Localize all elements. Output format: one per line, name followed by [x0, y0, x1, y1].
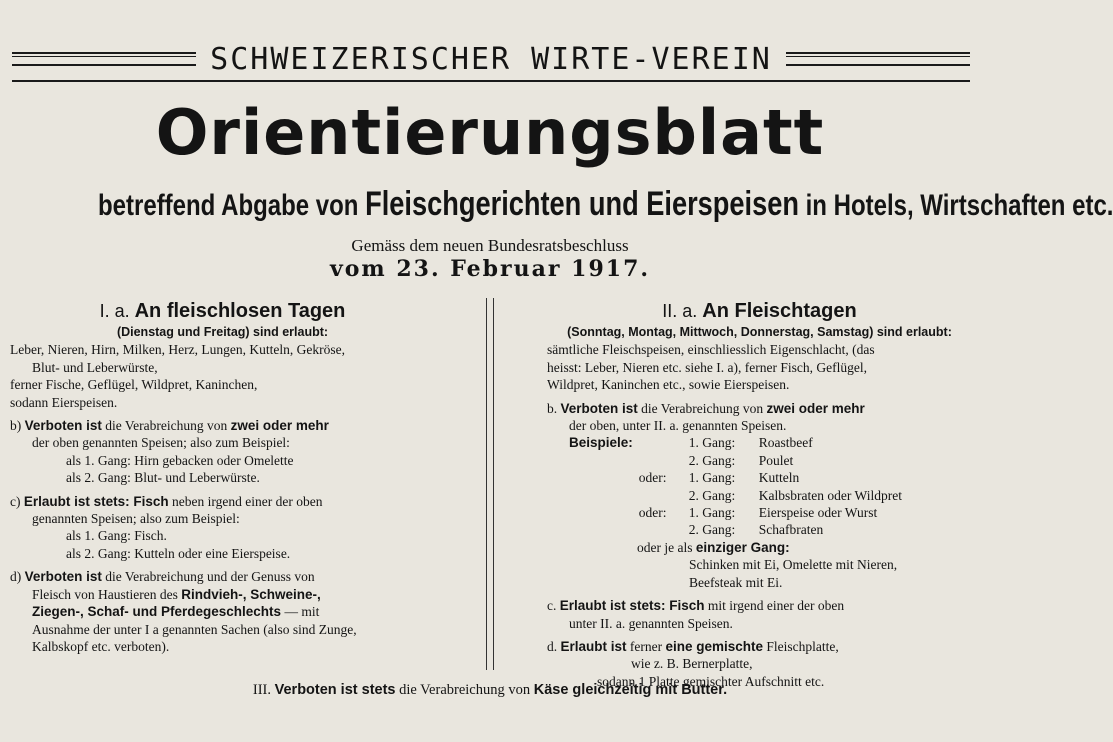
example-prefix: oder: — [638, 505, 667, 521]
example-dish: Kutteln — [758, 470, 800, 486]
item-c — [547, 597, 972, 632]
allowed-line: heisst: Leber, Nieren etc. siehe I. a), ferner Fisch, Geflügel, — [547, 359, 867, 375]
item-b — [547, 400, 972, 591]
item-line: Ausnahme der unter I a genannten Sachen (also sind Zunge, — [32, 621, 357, 637]
example-course: 2. Gang: — [688, 487, 736, 503]
item-bold: Ziegen-, Schaf- und Pferdegeschlechts — [32, 604, 282, 620]
item-d — [10, 568, 435, 655]
example-dish: Eierspeise oder Wurst — [758, 505, 878, 521]
footer-bold: Käse gleichzeitig mit Butter. — [533, 682, 728, 698]
header-rule-right — [786, 52, 970, 66]
item-line: genannten Speisen; also zum Beispiel: — [32, 511, 240, 527]
item-line — [547, 597, 972, 614]
item-line: Kalbskopf etc. verboten). — [32, 638, 170, 654]
decree-line: Gemäss dem neuen Bundesratsbeschluss — [351, 236, 629, 255]
subtitle-part-3: in Hotels, Wirtschaften etc. — [798, 189, 1113, 222]
example-course: 2. Gang: — [688, 522, 736, 538]
item-text: mit irgend einer der oben — [704, 598, 845, 614]
example-dish: Kalbsbraten oder Wildpret — [758, 487, 902, 503]
example-course: 1. Gang: — [688, 435, 736, 451]
item-label: c) — [10, 493, 21, 509]
subtitle — [98, 184, 1113, 226]
examples-table — [547, 434, 972, 538]
example-prefix — [639, 521, 683, 538]
item-text: Fleischplatte, — [763, 638, 839, 654]
item-text: die Verabreichung von — [637, 400, 767, 416]
item-text: — mit — [281, 604, 320, 620]
item-label: c. — [547, 598, 557, 614]
section-meatless-days — [10, 298, 435, 655]
example-dish: Poulet — [758, 452, 794, 468]
examples-label: Beispiele: — [569, 435, 633, 451]
item-b — [10, 417, 435, 487]
section-subtitle: (Dienstag und Freitag) sind erlaubt: — [116, 325, 329, 339]
example-line: als 2. Gang: Kutteln oder eine Eierspeise. — [66, 545, 291, 561]
allowed-line: sodann Eierspeisen. — [10, 394, 118, 410]
example-line: als 1. Gang: Hirn gebacken oder Omelette — [66, 452, 294, 468]
item-bold: Verboten ist — [24, 418, 102, 434]
allowed-line: Wildpret, Kaninchen etc., sowie Eierspeisen. — [547, 377, 790, 393]
item-bold: einziger Gang: — [695, 539, 790, 555]
item-bold: Verboten ist — [560, 400, 638, 416]
allowed-line: sämtliche Fleischspeisen, einschliesslich Eigenschlacht, (das — [547, 342, 875, 358]
section-heading — [547, 298, 972, 324]
example-dish: Roastbeef — [758, 435, 813, 451]
example-dish: Schafbraten — [758, 522, 824, 538]
page-title: Orientierungsblatt — [155, 96, 825, 169]
item-bold: eine gemischte — [665, 638, 764, 654]
spacer — [569, 504, 633, 521]
item-line: wie z. B. Bernerplatte, — [631, 656, 753, 672]
footer-text: die Verabreichung von — [395, 682, 534, 698]
allowed-line: Leber, Nieren, Hirn, Milken, Herz, Lungen, Kutteln, Gekröse, — [10, 342, 345, 358]
spacer — [569, 487, 633, 504]
example-prefix — [639, 452, 683, 469]
section-heading — [10, 298, 435, 324]
association-name: SCHWEIZERISCHER WIRTE-VEREIN — [210, 41, 772, 77]
item-bold: zwei oder mehr — [766, 400, 865, 416]
item-line — [10, 417, 435, 434]
item-bold: Verboten ist — [24, 569, 102, 585]
example-course: 2. Gang: — [688, 452, 736, 468]
item-line — [10, 568, 435, 585]
association-header — [12, 38, 970, 80]
item-bold: Erlaubt ist stets: Fisch — [23, 493, 169, 509]
footer-number: III. — [252, 682, 271, 698]
section-number: I. a. — [99, 301, 130, 321]
footer-rule — [0, 682, 980, 699]
item-line — [547, 400, 972, 417]
example-prefix: oder: — [638, 470, 667, 486]
header-rule-left — [12, 52, 196, 66]
item-line — [547, 638, 972, 655]
item-line — [10, 493, 435, 510]
item-line: unter II. a. genannten Speisen. — [569, 615, 733, 631]
item-label: b. — [547, 400, 558, 416]
example-prefix — [639, 434, 683, 451]
item-text: die Verabreichung von — [101, 418, 231, 434]
item-label: d) — [10, 569, 22, 585]
item-text: Fleisch von Haustieren des — [32, 586, 182, 602]
footer-bold: Verboten ist stets — [274, 682, 396, 698]
item-line: sodann 1 Platte gemischter Aufschnitt etc. — [597, 673, 825, 689]
decree-date: vom 23. Februar 1917. — [329, 256, 651, 282]
item-line: der oben genannten Speisen; also zum Beispiel: — [32, 435, 290, 451]
item-text: oder je als — [637, 539, 696, 555]
spacer — [569, 469, 633, 486]
example-line: als 1. Gang: Fisch. — [66, 528, 167, 544]
item-line: der oben, unter II. a. genannten Speisen. — [569, 418, 787, 434]
single-course-example: Beefsteak mit Ei. — [689, 574, 783, 590]
section-subtitle: (Sonntag, Montag, Mittwoch, Donnerstag, Samstag) sind erlaubt: — [567, 325, 952, 339]
example-course: 1. Gang: — [688, 470, 736, 486]
subtitle-part-2: Fleischgerichten und Eierspeisen — [365, 185, 799, 223]
item-bold: Rindvieh-, Schweine-, — [181, 586, 321, 602]
subtitle-part-1: betreffend Abgabe von — [98, 189, 366, 222]
example-prefix — [639, 487, 683, 504]
single-course-line — [547, 539, 972, 556]
section-meat-days — [547, 298, 972, 690]
header-underline — [12, 80, 970, 82]
section-title: An Fleischtagen — [702, 300, 857, 322]
spacer — [569, 452, 633, 469]
item-label: d. — [547, 638, 558, 654]
item-text: die Verabreichung und der Genuss von — [101, 569, 315, 585]
item-c — [10, 493, 435, 563]
single-course-example: Schinken mit Ei, Omelette mit Nieren, — [689, 557, 898, 573]
spacer — [569, 521, 633, 538]
section-number: II. a. — [662, 301, 698, 321]
item-bold: zwei oder mehr — [230, 418, 329, 434]
item-line — [10, 586, 435, 603]
item-bold: Erlaubt ist stets: Fisch — [559, 598, 705, 614]
allowed-line: ferner Fische, Geflügel, Wildpret, Kaninchen, — [10, 377, 258, 393]
item-text: ferner — [626, 638, 666, 654]
item-text: neben irgend einer der oben — [168, 493, 323, 509]
example-course: 1. Gang: — [688, 505, 736, 521]
example-line: als 2. Gang: Blut- und Leberwürste. — [66, 470, 260, 486]
section-title: An fleischlosen Tagen — [134, 300, 346, 322]
item-label: b) — [10, 418, 22, 434]
column-divider — [486, 298, 494, 670]
item-bold: Erlaubt ist — [560, 638, 627, 654]
item-line — [10, 603, 435, 620]
allowed-line: Blut- und Leberwürste, — [32, 359, 158, 375]
